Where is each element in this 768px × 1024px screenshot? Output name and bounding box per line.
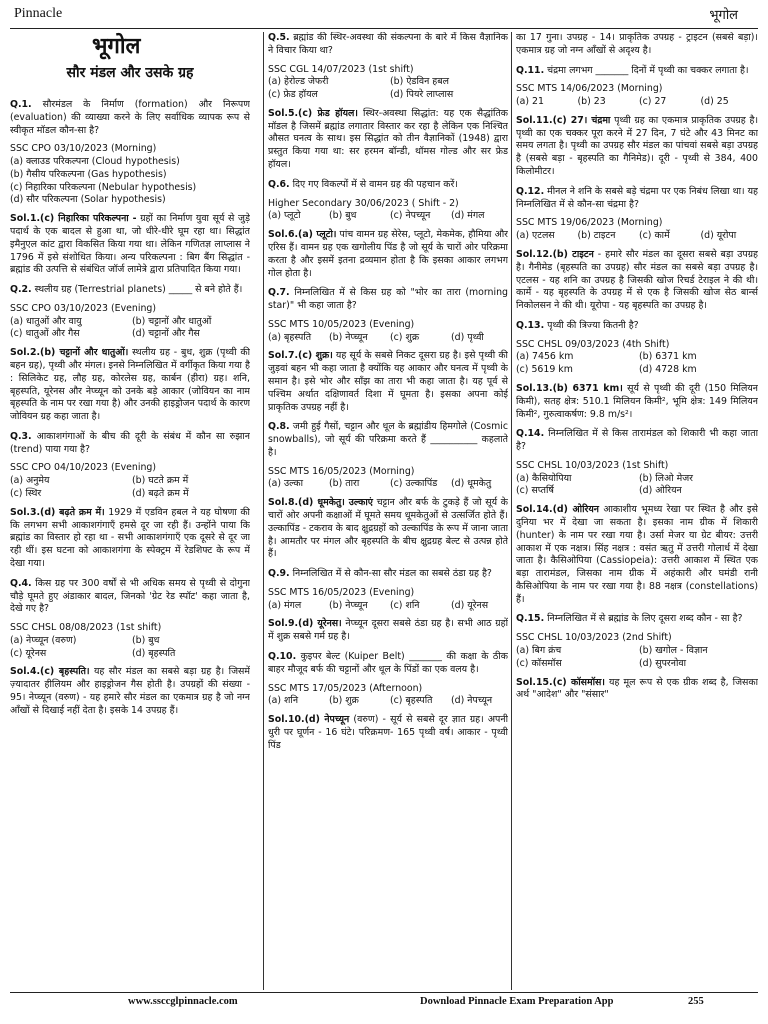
exam-source: SSC CHSL 10/03/2023 (2nd Shift): [516, 632, 672, 644]
question-block: [516, 186, 758, 313]
question-block: [516, 613, 758, 702]
option: (c) कॉसमॉस: [516, 657, 562, 669]
question-text: स्थलीय ग्रह (Terrestrial planets) _____ से बने होते हैं।: [34, 284, 243, 296]
question-text: कुइपर बेल्ट (Kuiper Belt) _______ की कक्षा के ठीक बाहर मौजूद बर्फ की चट्टानों और धूल के पिंडों का एक वलय है।: [268, 651, 508, 675]
question-text: निम्नलिखित में से किस तारामंडल को शिकारी भी कहा जाता है?: [516, 428, 758, 453]
header-divider: [10, 28, 758, 29]
option: (a) हेरोल्ड जेफरी: [268, 76, 329, 88]
question-text: दिए गए विकल्पों में से वामन ग्रह की पहचान करें।: [292, 178, 458, 190]
solution-text: ग्रहों का निर्माण युवा सूर्य से जुड़े पदार्थ के एक बादल से हुआ था, जो धीरे-धीरे घूम रहा था। सिद्धांत इमैनुएल कांट द्वारा विकसित किया गया था। लेकिन गणितज्ञ लाप्लास ने 1796 में इसे संशोधित किया। अन्य परिकल्पना : बिग बैंग सिद्धांत - ब्रह्मांड की उत्पत्ति से संबंधित जॉर्ज लामेत्रे द्वारा प्रतिपादित किया गया।: [10, 213, 250, 276]
option: (a) शनि: [268, 695, 299, 707]
question-number: Q.7.: [268, 287, 290, 299]
question-text: निम्नलिखित में से किस ग्रह को "भोर का तारा (morning star)" भी कहा जाता है?: [268, 287, 508, 312]
question-text: निम्नलिखित में से ब्रह्मांड के लिए दूसरा शब्द कौन - सा है?: [547, 613, 743, 625]
question-number: Q.11.: [516, 64, 545, 76]
option: (a) नेप्च्यून (वरुण): [10, 634, 77, 646]
exam-source: Higher Secondary 30/06/2023 ( Shift - 2): [268, 197, 459, 209]
option: (b) टाइटन: [577, 230, 616, 242]
footer-divider: [10, 992, 758, 993]
option: (c) 5619 km: [516, 364, 573, 376]
exam-source: SSC CPO 03/10/2023 (Morning): [10, 143, 157, 155]
option: (a) बृहस्पति: [268, 331, 312, 343]
option: (d) पृथ्वी: [451, 331, 484, 343]
solution-continued: का 17 गुना। उपग्रह - 14। प्राकृतिक उपग्रह - ट्राइटन (सबसे बड़ा)। एकमात्र ग्रह जो नग्न आँखों से अदृश्य है।: [516, 32, 758, 56]
solution-text: यह मूल रूप से एक ग्रीक शब्द है, जिसका अर्थ "आदेश" और "संसार": [516, 676, 758, 701]
option: (d) यूरोपा: [700, 230, 737, 242]
option: (a) एटलस: [516, 230, 555, 242]
question-number: Q.14.: [516, 428, 545, 440]
exam-source: SSC CHSL 10/03/2023 (1st Shift): [516, 459, 669, 471]
question-text: किस ग्रह पर 300 वर्षों से भी अधिक समय से पृथ्वी से दोगुना चौड़े घूमते हुए अंडाकार बादल, जिनको 'ग्रेट रेड स्पॉट' कहा जाता है, देखे गए है?: [10, 577, 250, 615]
page-title: भूगोल: [92, 34, 141, 59]
app-promo: Download Pinnacle Exam Preparation App: [420, 996, 614, 1007]
question-block: [10, 284, 250, 424]
option: (b) चट्टानों और धातुओं: [132, 315, 212, 327]
column-3: [516, 32, 758, 990]
solution-heading: Sol.2.(b) चट्टानों और धातुओं।: [10, 347, 129, 359]
question-text: ब्रह्मांड की स्थिर-अवस्था की संकल्पना के बारे में किस वैज्ञानिक ने विचार किया था?: [268, 32, 508, 56]
solution-text: 1929 में एडविन हबल ने यह घोषणा की कि लगभग सभी आकाशगंगाएँ हमसे दूर जा रही हैं। उन्होंने पाया कि ब्रह्मांड का विस्तार हो रहा था - सभी आकाशगंगाएँ एक दूसरे से दूर जा रही थीं। इस घटना को आकाशगंगा के स्पेक्ट्रम में रेडशिफ्ट के रूप में देखा गया।: [10, 506, 250, 569]
option: (b) नेप्च्यून: [329, 599, 368, 611]
solution-heading: Sol.11.(c) 27। चंद्रमा: [516, 114, 611, 126]
question-text: जमी हुई गैसों, चट्टान और धूल के ब्रह्मांडीय हिमगोले (Cosmic snowballs), जो सूर्य की परिक्रमा करते हैं __________ कहलाते है।: [268, 421, 508, 458]
solution-heading: Sol.5.(c) फ्रेड हॉयल।: [268, 107, 358, 119]
option: (b) शुक्र: [329, 695, 359, 707]
option: (b) बुध: [329, 210, 357, 222]
option: (c) बृहस्पति: [390, 695, 433, 707]
question-block: [268, 32, 508, 172]
question-text: आकाशगंगाओं के बीच की दूरी के संबंध में कौन सा रुझान (trend) पाया गया है?: [10, 430, 250, 455]
question-number: Q.1.: [10, 98, 32, 110]
option: (b) नेप्च्यून: [329, 331, 368, 343]
question-number: Q.12.: [516, 185, 545, 197]
question-number: Q.6.: [268, 178, 290, 190]
exam-source: SSC CPO 04/10/2023 (Evening): [10, 462, 156, 474]
question-number: Q.8.: [268, 421, 290, 433]
option: (a) क्लाउड परिकल्पना (Cloud hypothesis): [10, 156, 180, 168]
option: (b) लिओ मेजर: [639, 472, 693, 484]
solution-text: पांच वामन ग्रह सेरेस, प्लूटो, मेकमेक, हौमिया और एरिस हैं। वामन ग्रह एक खगोलीय पिंड है जो सूर्य के चारों ओर परिक्रमा करता है और इसमें इतना द्रव्यमान होता है कि इसका आकार लगभग गोल होता है।: [268, 229, 508, 279]
question-number: Q.5.: [268, 32, 290, 43]
question-block: [516, 65, 758, 179]
question-block: [10, 99, 250, 277]
exam-source: SSC CPO 03/10/2023 (Evening): [10, 302, 156, 314]
question-block: [10, 431, 250, 571]
option: (a) कैसियोपिया: [516, 472, 572, 484]
option: (a) बिग क्रंच: [516, 645, 562, 657]
option: (c) शुक्र: [390, 331, 420, 343]
exam-source: SSC MTS 10/05/2023 (Evening): [268, 318, 415, 330]
option: (c) नेपच्यून: [390, 210, 431, 222]
option: (b) घटते क्रम में: [132, 475, 189, 487]
brand-name: Pinnacle: [14, 6, 63, 21]
exam-source: SSC MTS 19/06/2023 (Morning): [516, 217, 663, 229]
question-block: [268, 651, 508, 752]
option: (d) सुपरनोवा: [639, 657, 687, 669]
page-header: [0, 0, 768, 30]
option: (b) खगोल - विज्ञान: [639, 645, 708, 657]
solution-heading: Sol.3.(d) बढ़ते क्रम में।: [10, 506, 105, 518]
column-2: [268, 32, 508, 990]
solution-heading: Sol.4.(c) बृहस्पति।: [10, 666, 90, 678]
solution-text: आकाशीय भूमध्य रेखा पर स्थित है और इसे दुनिया भर में देखा जा सकता है। इसका नाम ग्रीक में शिकारी (hunter) के नाम पर रखा गया है। उर्सा मेजर या ग्रेट बीयर: उत्तरी आकाश में एक नक्षत्र। सिंह नक्षत्र : वसंत ऋतु में उत्तरी गोलार्ध में देखा जाता है। कैसिओपिया (Cassiopeia): उत्तरी आकाश में स्थित एक बड़ा तारामंडल, जिसका नाम ग्रीक में अहंकारी और घमंडी रानी कैसिओपिया के नाम पर रखा गया है। 88 नक्षत्र (constellations) हैं।: [516, 504, 758, 605]
option: (c) सप्तर्षि: [516, 485, 554, 497]
question-text: चंद्रमा लगभग _______ दिनों में पृथ्वी का चक्कर लगाता है।: [547, 64, 749, 76]
solution-text: पृथ्वी ग्रह का एकमात्र प्राकृतिक उपग्रह है। पृथ्वी का एक चक्कर पूरा करने में 27 दिन, 7 घंटे और 43 मिनट का समय लगता है। पृथ्वी का उपग्रह सौर मंडल का पांचवां सबसे बड़ा उपग्रह है (सबसे बड़ा - बृहस्पति का गैनिमेड)। दूरी - पृथ्वी से 384, 400 किलोमीटर।: [516, 114, 758, 178]
question-number: Q.10.: [268, 651, 297, 663]
solution-heading: Sol.10.(d) नेपच्यून: [268, 714, 350, 726]
option: (b) तारा: [329, 478, 360, 490]
option: (c) धातुओं और गैस: [10, 328, 80, 340]
solution-text: यह सौर मंडल का सबसे बड़ा ग्रह है। जिसमें ज़्यादातर हीलियम और हाइड्रोजन गैस होती है। उपग्रहों की संख्या - 95। नेप्च्यून (वरुण) - यह हमारे सौर मंडल का एकमात्र ग्रह है जो नग्न आँखों से दिखाई नहीं देता है। इसके 14 उपग्रह हैं।: [10, 666, 250, 716]
exam-source: SSC CHSL 09/03/2023 (4th Shift): [516, 338, 670, 350]
option: (a) 21: [516, 96, 544, 108]
option: (b) 23: [577, 96, 606, 108]
option: (c) उल्कापिंड: [390, 478, 438, 490]
solution-text: यह सूर्य के सबसे निकट दूसरा ग्रह है। इसे पृथ्वी की जुड़वां बहन भी कहा जाता है क्योंकि यह आकार और घनत्व में पृथ्वी के समान है। इसे भोर और साँझ का तारा भी कहा जाता है। यह पूर्व से पश्चिम अर्थात दक्षिणावर्त दिशा में घूमता है। इसका अपना कोई प्राकृतिक उपग्रह नहीं है।: [268, 350, 508, 413]
question-number: Q.3.: [10, 430, 32, 442]
option: (c) कार्मे: [639, 230, 670, 242]
solution-text: सूर्य से पृथ्वी की दूरी (150 मिलियन किमी), सतह क्षेत्र: 510.1 मिलियन किमी², भूमि क्षेत्र: 149 मिलियन किमी², गुरुत्वाकर्षण: 9.8 m/s²।: [516, 382, 758, 420]
question-number: Q.13.: [516, 319, 545, 331]
question-block: [268, 568, 508, 644]
option: (b) गैसीय परिकल्पना (Gas hypothesis): [10, 168, 167, 180]
solution-heading: Sol.8.(d) धूमकेतु। उल्काएं: [268, 497, 373, 509]
option: (d) मंगल: [451, 210, 485, 222]
question-text: मीनल ने शनि के सबसे बड़े चंद्रमा पर एक निबंध लिखा था। यह निम्नलिखित में से कौन-सा चंद्रमा है?: [516, 185, 758, 210]
solution-text: स्थलीय ग्रह - बुध, शुक्र (पृथ्वी की बहन ग्रह), पृथ्वी और मंगल। इनसे निम्नलिखित में वर्गीकृत किया गया है : सिलिकेट ग्रह, लौह ग्रह, कोरलेस ग्रह, कार्बन (हीरा) ग्रह। शनि, बृहस्पति, यूरेनस और नेप्च्यून को उनके बड़े आकार (जोवियन का नाम बृहस्पति के नाम पर रखा गया है) और उनकी हाइड्रोजन पदार्थ के कारण जोवियन ग्रह कहा जाता है।: [10, 347, 250, 423]
exam-source: SSC MTS 14/06/2023 (Morning): [516, 83, 663, 95]
question-block: [268, 179, 508, 280]
section-name: भूगोल: [709, 8, 738, 23]
exam-source: SSC MTS 17/05/2023 (Afternoon): [268, 682, 423, 694]
option: (d) पियरे लाप्लास: [390, 89, 454, 101]
solution-heading: Sol.1.(c) निहारिका परिकल्पना -: [10, 213, 137, 225]
page-content: [10, 32, 762, 990]
option: (c) स्थिर: [10, 488, 42, 500]
option: (d) धूमकेतु: [451, 478, 492, 490]
option: (c) शनि: [390, 599, 420, 611]
solution-heading: Sol.9.(d) यूरेनस।: [268, 618, 342, 630]
exam-source: SSC MTS 16/05/2023 (Evening): [268, 586, 415, 598]
solution-heading: Sol.15.(c) कॉसमॉस।: [516, 676, 605, 688]
question-block: [268, 421, 508, 561]
page-number: 255: [688, 996, 704, 1007]
solution-heading: Sol.12.(b) टाइटन: [516, 248, 594, 260]
question-block: [10, 578, 250, 718]
option: (a) अनुमेय: [10, 475, 50, 487]
option: (d) नेपच्यून: [451, 695, 493, 707]
option: (a) मंगल: [268, 599, 302, 611]
option: (d) 25: [700, 96, 729, 108]
question-number: Q.2.: [10, 284, 32, 296]
question-block: [268, 287, 508, 414]
question-block: [516, 320, 758, 421]
column-1: [10, 32, 250, 990]
solution-heading: Sol.7.(c) शुक्र।: [268, 350, 333, 362]
question-block: [516, 428, 758, 606]
solution-text: (वरुण) - सूर्य से सबसे दूर ज्ञात ग्रह। अपनी धुरी पर घूर्णन - 16 घंटे। परिक्रमण- 165 पृथ्वी वर्ष। आकार - पृथ्वी पिंड: [268, 714, 508, 751]
question-text: पृथ्वी की त्रिज्या कितनी है?: [547, 319, 639, 331]
question-number: Q.15.: [516, 613, 545, 625]
solution-text: नेप्च्यून दूसरा सबसे ठंडा ग्रह है। सभी आठ ग्रहों में शुक्र सबसे गर्म ग्रह है।: [268, 618, 508, 643]
solution-text: स्थिर-अवस्था सिद्धांत: यह एक सैद्धांतिक मॉडल है जिसमें ब्रह्मांड लगातार विस्तार कर रहा है लेकिन एक निश्चित औसत घनत्व के साथ। इस सिद्धांत को तीन वैज्ञानिकों (1948) द्वारा प्रस्तुत किया गया था: सर हरमन बॉन्डी, थॉमस गोल्ड और सर फ्रेड हॉयल।: [268, 107, 508, 171]
option: (a) धातुओं और वायु: [10, 315, 82, 327]
solution-heading: Sol.14.(d) ओरियन: [516, 504, 599, 516]
question-text: सौरमंडल के निर्माण (formation) और निरूपण (evaluation) की व्याख्या करने के लिए सर्वाधिक व्यापक रूप से स्वीकृत मॉडल कौन-सा है?: [10, 98, 250, 136]
option: (d) यूरेनस: [451, 599, 489, 611]
solution-heading: Sol.6.(a) प्लूटो।: [268, 229, 337, 241]
option: (a) 7456 km: [516, 351, 574, 363]
option: (c) निहारिका परिकल्पना (Nebular hypothesis): [10, 181, 197, 193]
option: (b) 6371 km: [639, 351, 697, 363]
solution-text: - हमारे सौर मंडल का दूसरा सबसे बड़ा उपग्रह है। गैनीमेड (बृहस्पति का उपग्रह) सौर मंडल का सबसे बड़ा उपग्रह है। एटलस - यह शनि का उपग्रह है जिसकी खोज रिचर्ड टेराइल ने की थी। कार्मे - यह बृहस्पति के उपग्रह में से एक है जिसकी खोज सेठ बार्न्स निकोलसन ने की थी। यूरोपा - यह बृहस्पति का उपग्रह है।: [516, 248, 758, 312]
option: (c) 27: [639, 96, 667, 108]
option: (a) प्लूटो: [268, 210, 301, 222]
exam-source: SSC MTS 16/05/2023 (Morning): [268, 465, 415, 477]
page-subtitle: सौर मंडल और उसके ग्रह: [66, 64, 194, 81]
page-footer: [0, 990, 768, 1024]
exam-source: SSC CHSL 08/08/2023 (1st shift): [10, 622, 162, 634]
option: (b) बुध: [132, 634, 160, 646]
option: (d) सौर परिकल्पना (Solar hypothesis): [10, 194, 166, 206]
exam-source: SSC CGL 14/07/2023 (1st shift): [268, 63, 414, 75]
option: (d) बढ़ते क्रम में: [132, 488, 189, 500]
question-number: Q.4.: [10, 577, 32, 589]
solution-text: चट्टान और बर्फ के टुकड़े हैं जो सूर्य के चारों ओर अपनी कक्षाओं में घूमते समय धूमकेतुओं से उत्सर्जित होते हैं। उल्कापिंड - टकराव के बाद क्षुद्रग्रहों को उल्कापिंड के रूप में जाना जाता है। आमतौर पर मंगल और बृहस्पति के बीच क्षुद्रग्रह बेल्ट से उत्पन्न होते हैं।: [268, 497, 508, 560]
solution-heading: Sol.13.(b) 6371 km।: [516, 382, 623, 394]
question-number: Q.9.: [268, 568, 290, 580]
option: (b) ऐडविन हबल: [390, 76, 449, 88]
option: (a) उल्का: [268, 478, 304, 490]
option: (d) 4728 km: [639, 364, 697, 376]
option: (d) चट्टानों और गैस: [132, 328, 200, 340]
option: (c) यूरेनस: [10, 647, 47, 659]
website-link[interactable]: www.ssccglpinnacle.com: [128, 996, 238, 1007]
option: (d) बृहस्पति: [132, 647, 176, 659]
option: (c) फ्रेड हॉयल: [268, 89, 318, 101]
question-text: निम्नलिखित में से कौन-सा सौर मंडल का सबसे ठंडा ग्रह है?: [292, 568, 492, 580]
option: (d) ओरियन: [639, 485, 682, 497]
